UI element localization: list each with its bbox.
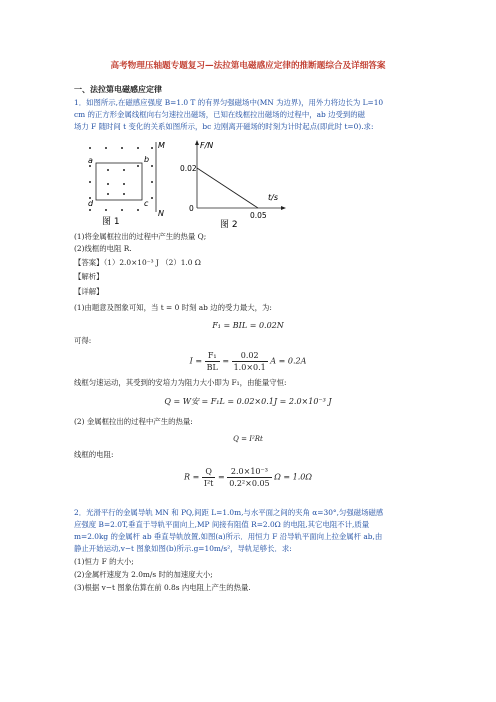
q1-detail-2: 可得:	[74, 336, 92, 345]
eq2-den2: 1.0×0.1	[233, 363, 266, 372]
equation-current	[0, 350, 496, 373]
q1-detail-4: (2) 金属框拉出的过程中产生的热量:	[74, 417, 193, 426]
equation-joule: Q = I²Rt	[233, 435, 263, 443]
section-heading: 一、法拉第电磁感应定律	[74, 85, 162, 94]
eq5-den: I²t	[203, 479, 214, 488]
eq5-left: R =	[184, 472, 202, 482]
eq2-fraction-1	[205, 350, 220, 373]
q1-detail-3: 线框匀速运动，其受到的安培力为阻力大小即为 F₁，由能量守恒:	[74, 378, 287, 387]
q2-ask-1: (1)恒力 F 的大小;	[74, 557, 134, 566]
x-axis-label: t/s	[268, 193, 278, 202]
eq5-num2: 2.0×10⁻³	[227, 466, 271, 478]
y-axis-label: F/N	[200, 141, 214, 150]
detail-label: 【详解】	[74, 287, 104, 296]
label-c: c	[144, 199, 149, 208]
label-a: a	[88, 156, 93, 165]
q1-line-1: 1．如图所示,在磁感应强度 B=1.0 T 的有界匀强磁场中(MN 为边界)，用外力将边长为 L=10	[74, 98, 384, 107]
equation-heat: Q = W安 = F₁L = 0.02×0.1J = 2.0×10⁻³ J	[164, 397, 332, 406]
eq2-num2: 0.02	[232, 350, 268, 362]
q2-line-3: m=2.0kg 的金属杆 ab 垂直导轨放置,如图(a)所示．用恒力 F 沿导轨平面向上拉金属杆 ab,由	[74, 532, 383, 541]
q2-line-2: 应强度 B=2.0T,垂直于导轨平面向上,MP 间接有阻值 R=2.0Ω 的电阻,其它电阻不计,质量	[74, 520, 370, 529]
equation-resistance	[0, 466, 496, 489]
eq2-right: A = 0.2A	[267, 356, 307, 366]
eq2-den: BL	[206, 363, 218, 372]
y-axis-arrow-icon	[195, 140, 199, 145]
label-d: d	[88, 199, 94, 208]
eq5-num: Q	[202, 466, 216, 478]
eq5-mid: =	[215, 472, 228, 482]
q2-line-4: 静止开始运动,v−t 图象如图(b)所示.g=10m/s²，导轨足够长．求:	[74, 544, 292, 553]
q1-line-2: cm 的正方形金属线框向右匀速拉出磁场，已知在线框拉出磁场的过程中，ab 边受到的磁	[74, 110, 366, 119]
eq2-left: I =	[189, 356, 205, 366]
analysis-label: 【解析】	[74, 272, 104, 281]
q1-ask-1: (1)将金属框拉出的过程中产生的热量 Q;	[74, 232, 207, 241]
x-tick-label: 0.05	[250, 211, 267, 220]
eq5-den2: 0.2²×0.05	[229, 479, 270, 488]
q1-line-3: 场力 F 随时间 t 变化的关系如图所示，bc 边刚离开磁场的时刻为计时起点(即此时 t=0).求:	[74, 122, 374, 131]
q2-ask-2: (2)金属杆速度为 2.0m/s 时的加速度大小;	[74, 570, 213, 579]
q1-detail-1: (1)由题意及图象可知，当 t = 0 时刻 ab 边的受力最大，为:	[74, 303, 272, 312]
force-line	[197, 168, 258, 208]
q2-ask-3: (3)根据 v−t 图象估算在前 0.8s 内电阻上产生的热量.	[74, 583, 251, 592]
figure-2-caption: 图 2	[220, 220, 238, 230]
eq2-num: F₁	[205, 350, 220, 362]
q1-answer: 【答案】（1）2.0×10⁻³ J （2）1.0 Ω	[74, 258, 201, 267]
figure-2	[180, 138, 290, 230]
page-title: 高考物理压轴题专题复习—法拉第电磁感应定律的推断题综合及详细答案	[110, 61, 386, 71]
q2-line-1: 2．光滑平行的金属导轨 MN 和 PQ,间距 L=1.0m,与水平面之间的夹角 α=30°,匀强磁场磁感	[74, 508, 384, 517]
eq5-fraction-1	[202, 466, 216, 489]
eq2-mid: =	[219, 356, 232, 366]
q1-detail-5: 线框的电阻:	[74, 450, 114, 459]
figure-1	[84, 136, 174, 230]
q1-ask-2: (2)线框的电阻 R.	[74, 244, 132, 253]
label-m: M	[158, 141, 165, 150]
eq5-right: Ω = 1.0Ω	[271, 472, 312, 482]
eq5-fraction-2	[227, 466, 271, 489]
y-tick-label: 0.02	[180, 164, 197, 173]
origin-label: 0	[189, 204, 194, 213]
figure-1-caption: 图 1	[102, 217, 120, 227]
label-n: N	[158, 209, 164, 218]
equation-force: F₁ = BIL = 0.02N	[212, 321, 284, 330]
eq2-fraction-2	[232, 350, 268, 373]
x-axis-arrow-icon	[281, 206, 286, 210]
label-b: b	[144, 155, 150, 164]
square-frame	[96, 163, 142, 200]
